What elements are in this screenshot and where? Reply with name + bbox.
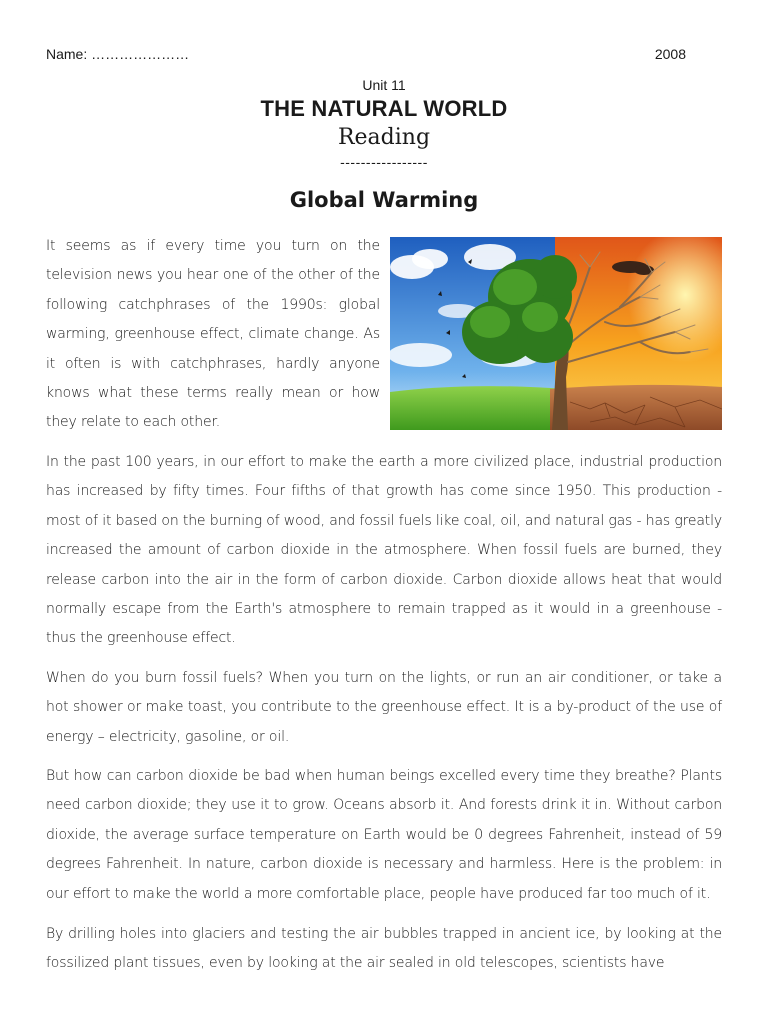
section-subtitle: Reading xyxy=(337,125,431,150)
main-title: THE NATURAL WORLD xyxy=(260,96,508,121)
name-field-label: Name: ………………… xyxy=(46,46,190,62)
year-label: 2008 xyxy=(654,46,686,62)
header-row xyxy=(46,45,686,63)
unit-label: Unit 11 xyxy=(362,77,406,93)
title-divider: ----------------- xyxy=(340,154,428,170)
paragraph-fossil-fuels: When do you burn fossil fuels? When you turn on the lights, or run an air conditioner, or take a hot shower or make toast, you contribute to the greenhouse effect. It is a by-product of the use of energy – electricity, gasoline, or oil. xyxy=(46,670,722,745)
tree-half-green-half-dry-illustration xyxy=(390,237,722,430)
paragraph-carbon-dioxide: But how can carbon dioxide be bad when human beings excelled every time they breathe? Plants need carbon dioxide; they use it to grow. Oceans absorb it. And forests drink it in. Without carbon dioxide, the average surface temperature on Earth would be 0 degrees Fahrenheit, instead of 59 degrees Fahrenheit. In nature, carbon dioxide is necessary and harmless. Here is the problem: in our effort to make the world a more comfortable place, people have produced far too much of it. xyxy=(46,768,722,902)
paragraph-industrial-production: In the past 100 years, in our effort to make the earth a more civilized place, industrial production has increased by fifty times. Four fifths of that growth has come since 1950. This production - most of it based on the burning of wood, and fossil fuels like coal, oil, and natural gas - has greatly increased the amount of carbon dioxide in the atmosphere. When fossil fuels are burned, they release carbon into the air in the form of carbon dioxide. Carbon dioxide allows heat that would normally escape from the Earth's atmosphere to remain trapped as it would in a greenhouse - thus the greenhouse effect. xyxy=(46,454,722,647)
paragraph-intro: It seems as if every time you turn on the television news you hear one of the other of the following catchphrases of the 1990s: global warming, greenhouse effect, climate change. As it often is with catchphrases, hardly anyone knows what these terms really mean or how they relate to each other. xyxy=(46,238,380,431)
article-title: Global Warming xyxy=(289,188,479,212)
paragraph-glaciers: By drilling holes into glaciers and testing the air bubbles trapped in ancient ice, by looking at the fossilized plant tissues, even by looking at the air sealed in old telescopes, scientists have xyxy=(46,926,722,972)
